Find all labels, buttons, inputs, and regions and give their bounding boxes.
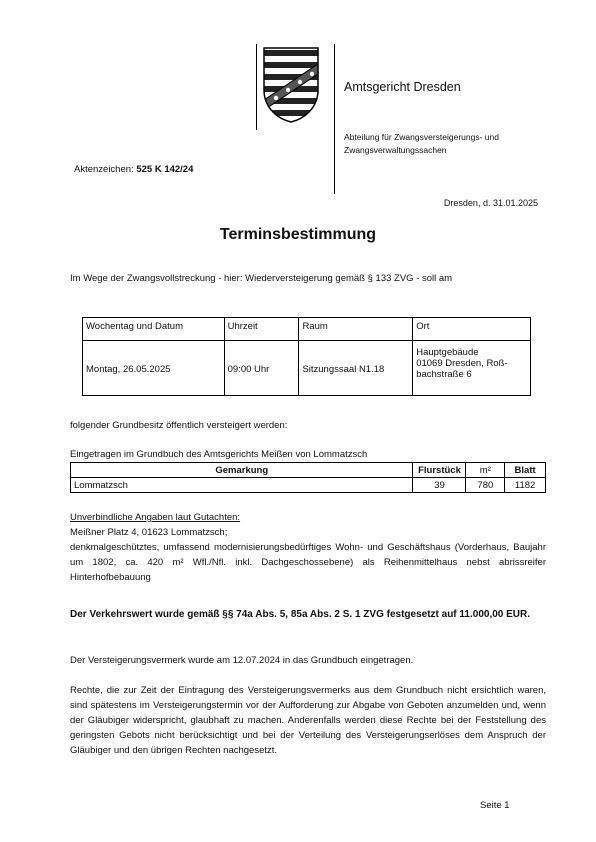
termin-table [82,317,531,396]
header-right-rule [334,44,335,194]
angaben-heading: Unverbindliche Angaben laut Gutachten: [70,512,241,523]
header-raum: Raum [299,318,413,341]
header-ort: Ort [413,318,531,341]
page-number: Seite 1 [480,800,510,811]
aktenzeichen-value: 525 K 142/24 [136,164,194,175]
vermerk-text: Der Versteigerungsvermerk wurde am 12.07.2024 in das Grundbuch eingetragen. [70,655,414,666]
verkehrswert-text: Der Verkehrswert wurde gemäß §§ 74a Abs. 5, 85a Abs. 2 S. 1 ZVG festgesetzt auf 11.000,00 EUR. [70,609,531,620]
cell-datum: Montag, 26.05.2025 [83,341,225,396]
angaben-address: Meißner Platz 4, 01623 Lommatzsch; [70,527,228,538]
header-uhrzeit: Uhrzeit [224,318,299,341]
header-flurstueck: Flurstück [413,463,466,478]
grundbesitz-text: folgender Grundbesitz öffentlich versteigert werden: [70,420,288,431]
ort-line-2: 01069 Dresden, Roß- [416,358,508,369]
grundbuch-header-row [71,463,546,478]
grundbuch-row [71,478,546,493]
aktenzeichen-label: Aktenzeichen: [74,164,134,175]
angaben-section [70,510,546,585]
header-gemarkung: Gemarkung [71,463,413,478]
header-datum: Wochentag und Datum [83,318,225,341]
cell-raum: Sitzungssaal N1.18 [299,341,413,396]
cell-flurstueck: 39 [413,478,466,493]
cell-uhrzeit: 09:00 Uhr [224,341,299,396]
grundbuch-table [70,462,546,493]
court-name: Amtsgericht Dresden [344,80,461,94]
cell-gemarkung: Lommatzsch [71,478,413,493]
place-date: Dresden, d. 31.01.2025 [443,198,538,208]
ort-line-1: Hauptgebäude [416,347,479,358]
document-title: Terminsbestimmung [219,226,377,243]
grundbuch-caption: Eingetragen im Grundbuch des Amtsgerichts Meißen von Lommatzsch [70,449,368,460]
cell-blatt: 1182 [505,478,546,493]
cell-ort [413,341,531,396]
termin-row [83,341,531,396]
rechte-text: Rechte, die zur Zeit der Eintragung des Versteigerungsvermerks aus dem Grundbuch nicht ersichtlich waren, sind spätestens im Versteigerungstermin vor der Aufforderung zur Abgabe von Geboten anzumelden und, wenn der Gläubiger widerspricht, glaubhaft zu machen. Anderenfalls werden diese Rechte bei der Feststellung des geringsten Gebots nicht berücksichtigt und bei der Verteilung des Versteigerungserlöses dem Anspruch der Gläubiger und den übrigen Rechten nachgesetzt. [70,685,546,756]
cell-flaeche: 780 [466,478,505,493]
saxony-coat-of-arms-icon [262,46,320,124]
department-name: Abteilung für Zwangsversteigerungs- und Zwangsverwaltungssachen [344,132,499,155]
ort-line-3: bachstraße 6 [416,369,472,380]
angaben-description: denkmalgeschütztes, umfassend modernisierungsbedürftiges Wohn- und Geschäftshaus (Vorderhaus, Baujahr um 1802, ca. 420 m² Wfl./Nfl. inkl. Dachgeschossebene) als Reihenmittelhaus nebst abrissreifer Hinterhofbebauung [70,542,546,583]
termin-header-row [83,318,531,341]
aktenzeichen [74,164,193,175]
intro-text: Im Wege der Zwangsvollstreckung - hier: Wiederversteigerung gemäß § 133 ZVG - soll am [70,273,453,284]
header-left-rule [256,44,257,130]
header-blatt: Blatt [505,463,546,478]
header-flaeche: m² [466,463,505,478]
